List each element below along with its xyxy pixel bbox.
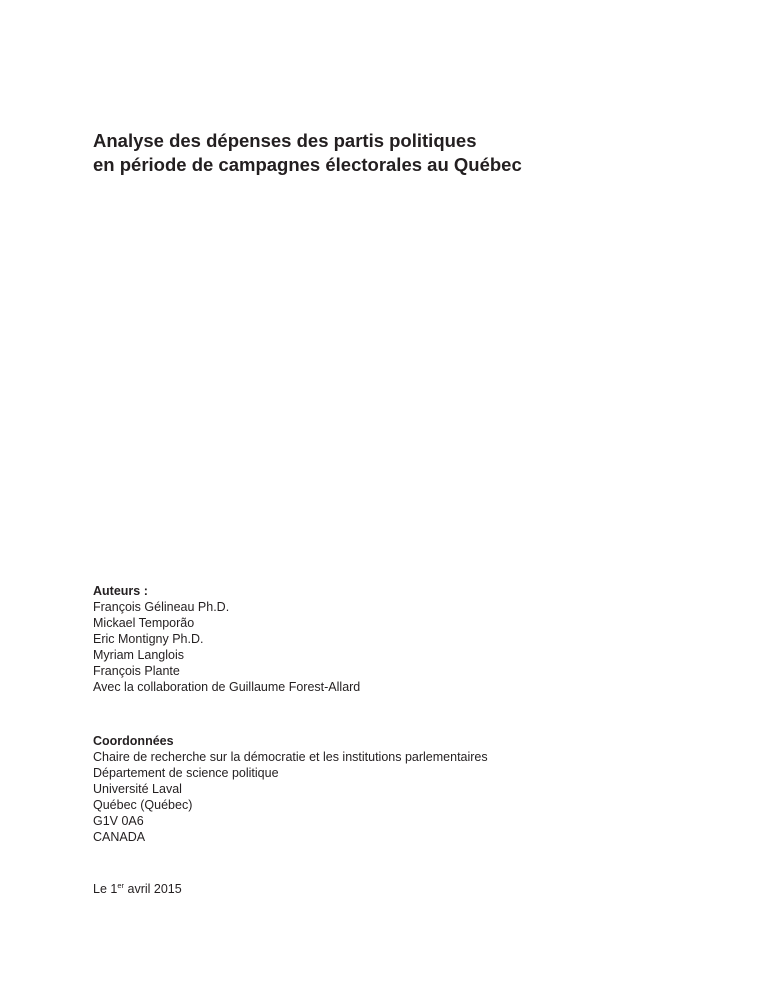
- date-line: [93, 881, 393, 897]
- contact-line: Université Laval: [93, 782, 182, 796]
- author-name: Mickael Temporão: [93, 616, 195, 630]
- authors-section: [93, 583, 653, 695]
- document-title: [93, 129, 713, 177]
- author-name: François Gélineau Ph.D.: [93, 600, 230, 614]
- author-name: Myriam Langlois: [93, 648, 185, 662]
- title-line-1: Analyse des dépenses des partis politiques: [93, 130, 477, 151]
- date-superscript: er: [117, 881, 125, 890]
- date-suffix: avril 2015: [124, 882, 182, 896]
- author-name: François Plante: [93, 664, 180, 678]
- contact-line: Chaire de recherche sur la démocratie et les institutions parlementaires: [93, 750, 488, 764]
- contact-line: Québec (Québec): [93, 798, 193, 812]
- collaboration-note: Avec la collaboration de Guillaume Forest-Allard: [93, 680, 361, 694]
- date-prefix: Le 1: [93, 882, 118, 896]
- contact-line: G1V 0A6: [93, 814, 144, 828]
- contact-line: Département de science politique: [93, 766, 279, 780]
- title-line-2: en période de campagnes électorales au Québec: [93, 154, 522, 175]
- authors-heading: Auteurs :: [93, 584, 148, 598]
- contact-heading: Coordonnées: [93, 734, 174, 748]
- contact-section: [93, 733, 653, 845]
- publication-date: [93, 881, 393, 897]
- contact-line: CANADA: [93, 830, 146, 844]
- author-name: Eric Montigny Ph.D.: [93, 632, 204, 646]
